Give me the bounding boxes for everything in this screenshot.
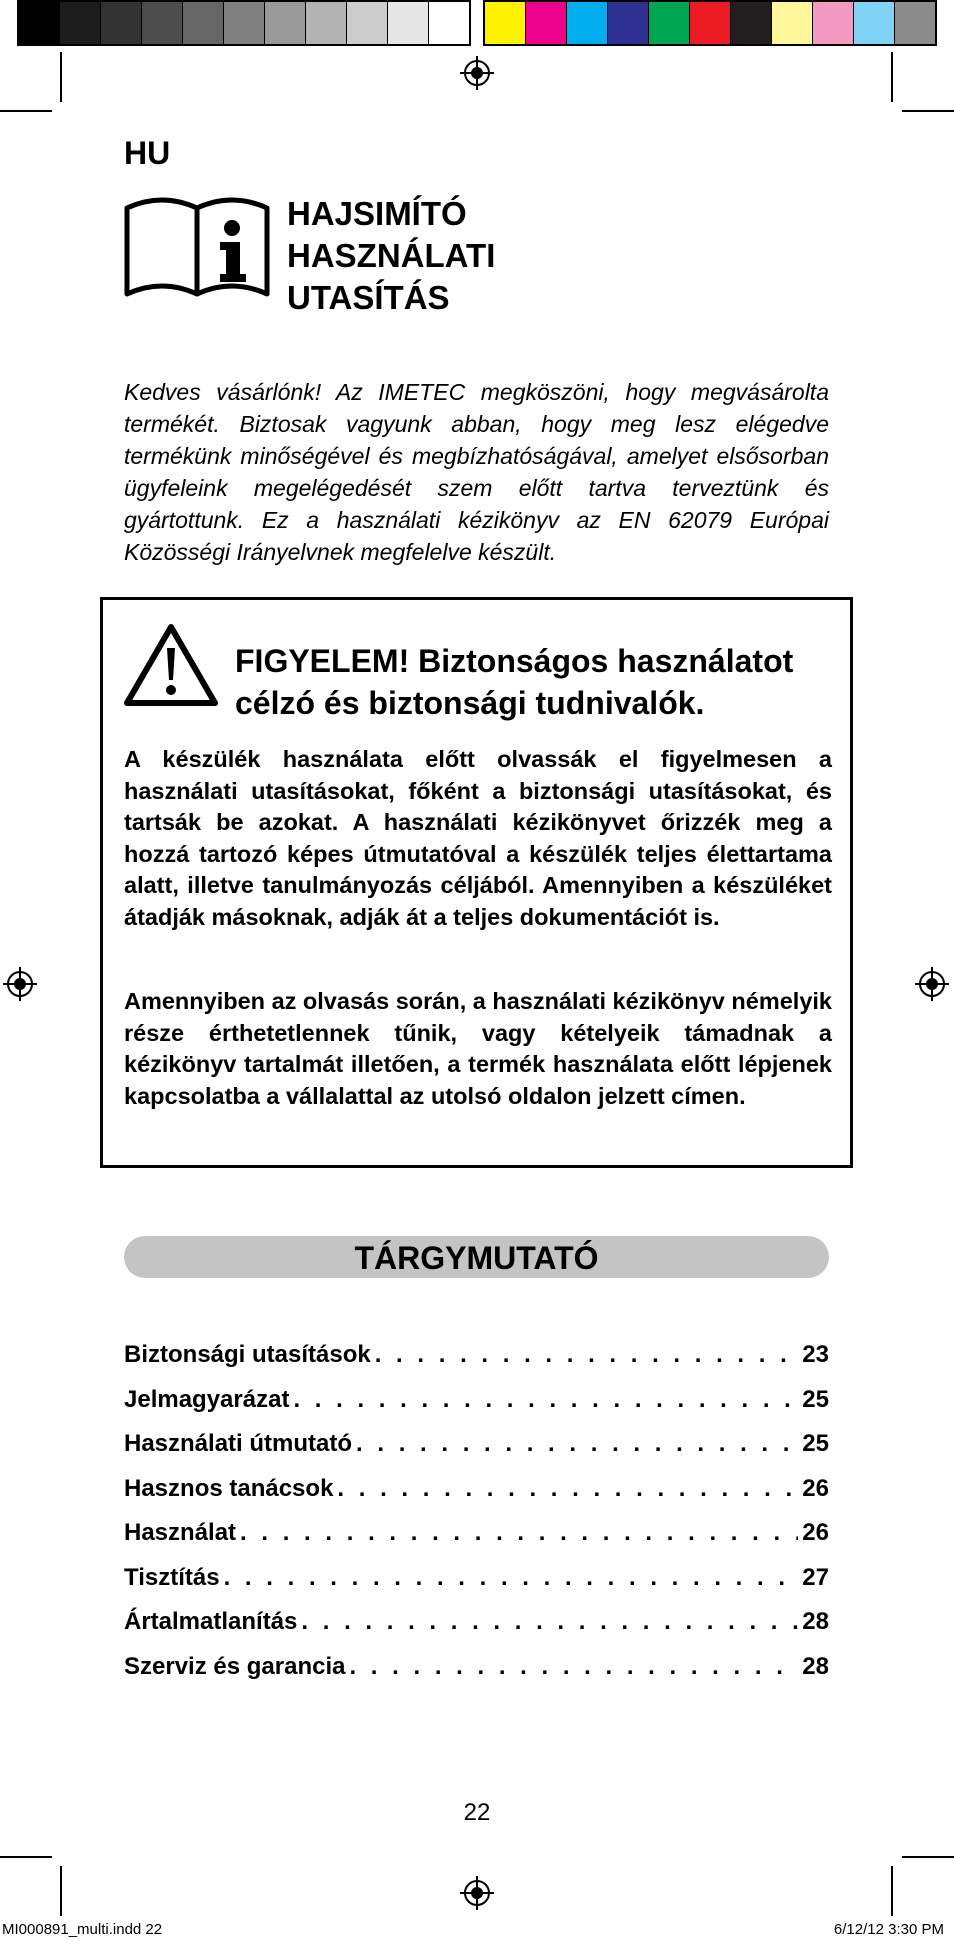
print-slug-filename: MI000891_multi.indd 22 — [2, 1921, 163, 1938]
toc-entry-label: Tisztítás — [124, 1563, 220, 1591]
toc-entry-label: Használati útmutató — [124, 1430, 353, 1457]
color-swatch — [485, 2, 525, 44]
crop-mark — [902, 110, 954, 112]
toc-entry-page: 28 — [802, 1608, 829, 1635]
warning-heading: FIGYELEM! Biztonságos használatot célzó és biztonsági tudnivalók. — [235, 643, 794, 721]
crop-mark — [902, 1856, 954, 1858]
toc-entry-page: 27 — [802, 1563, 829, 1591]
intro-paragraph: Kedves vásárlónk! Az IMETEC megköszöni, hogy megvásárolta termékét. Biztosak vagyunk abban, hogy meg lesz elégedve termékünk minőségével és megbízhatóságával, amelyet elsősorban ügyfeleink megelégedését szem előtt tartva terveztünk és gyártottunk. Ez a használati kézikönyv az EN 62079 Európai Közösségi Irányelvnek megfelelve készült. — [124, 379, 829, 565]
gray-swatch — [305, 2, 346, 44]
warning-triangle-icon — [123, 622, 219, 708]
crop-mark — [0, 110, 52, 112]
toc-entry-page: 25 — [802, 1430, 829, 1457]
gray-swatch — [19, 2, 59, 44]
title-line: HASZNÁLATI — [287, 237, 496, 274]
toc-entry-label: Hasznos tanácsok — [124, 1474, 334, 1502]
toc-leader-dots — [349, 1653, 798, 1681]
gray-swatch — [141, 2, 182, 44]
toc-entry-page: 23 — [802, 1341, 829, 1368]
grayscale-color-bar — [17, 0, 471, 46]
toc-leader-dots — [224, 1564, 799, 1592]
color-swatch — [812, 2, 853, 44]
page-title — [287, 193, 495, 319]
color-swatch — [689, 2, 730, 44]
color-swatch — [730, 2, 771, 44]
page-number: 22 — [463, 1799, 491, 1826]
toc-entry-label: Ártalmatlanítás — [124, 1608, 298, 1635]
table-of-contents — [124, 1341, 829, 1697]
gray-swatch — [182, 2, 223, 44]
gray-swatch — [223, 2, 264, 44]
gray-swatch — [346, 2, 387, 44]
color-swatch — [607, 2, 648, 44]
info-book-icon — [124, 194, 270, 302]
toc-leader-dots — [301, 1608, 798, 1636]
toc-entry[interactable] — [124, 1519, 829, 1564]
gray-swatch — [59, 2, 100, 44]
gray-swatch — [264, 2, 305, 44]
toc-leader-dots — [356, 1430, 798, 1458]
toc-entry-label: Használat — [124, 1519, 237, 1546]
gray-swatch — [100, 2, 141, 44]
toc-entry-label: Biztonsági utasítások — [124, 1341, 371, 1368]
registration-mark-icon — [3, 967, 37, 1001]
warning-box — [100, 597, 853, 1168]
color-calibration-bar — [483, 0, 937, 46]
gray-swatch — [428, 2, 469, 44]
toc-leader-dots — [293, 1386, 798, 1414]
registration-mark-icon — [460, 56, 494, 90]
gray-swatch — [387, 2, 428, 44]
language-code: HU — [124, 135, 171, 171]
color-swatch — [566, 2, 607, 44]
toc-entry-page: 28 — [802, 1652, 829, 1680]
toc-heading: TÁRGYMUTATÓ — [124, 1236, 829, 1278]
warning-paragraph: A készülék használata előtt olvassák el figyelmesen a használati utasításokat, főként a biztonsági utasításokat, és tartsák be azokat. A használati kézikönyvet őrizzék meg a hozzá tartozó képes útmutatóval a készülék teljes élettartama alatt, illetve tanulmányozás céljából. Amennyiben a készüléket átadják másoknak, adják át a teljes dokumentációt is. — [124, 746, 832, 930]
color-swatch — [894, 2, 935, 44]
crop-mark — [60, 1866, 62, 1916]
color-swatch — [648, 2, 689, 44]
crop-mark — [891, 1866, 893, 1916]
toc-entry[interactable] — [124, 1608, 829, 1653]
title-line: UTASÍTÁS — [287, 279, 450, 316]
toc-entry-page: 25 — [802, 1385, 829, 1413]
toc-entry[interactable] — [124, 1564, 829, 1609]
toc-entry[interactable] — [124, 1341, 829, 1386]
toc-leader-dots — [375, 1341, 799, 1369]
crop-mark — [0, 1856, 52, 1858]
toc-entry-page: 26 — [802, 1474, 829, 1502]
toc-entry[interactable] — [124, 1653, 829, 1698]
toc-entry[interactable] — [124, 1386, 829, 1431]
toc-entry[interactable] — [124, 1430, 829, 1475]
toc-entry[interactable] — [124, 1475, 829, 1520]
color-swatch — [525, 2, 566, 44]
toc-entry-label: Szerviz és garancia — [124, 1652, 346, 1680]
toc-entry-label: Jelmagyarázat — [124, 1385, 290, 1413]
color-swatch — [771, 2, 812, 44]
toc-leader-dots — [240, 1519, 798, 1547]
crop-mark — [891, 52, 893, 102]
toc-leader-dots — [337, 1475, 798, 1503]
registration-mark-icon — [915, 967, 949, 1001]
warning-paragraph: Amennyiben az olvasás során, a használati kézikönyv némelyik része érthetetlennek tűnik, vagy kételyeik támadnak a kézikönyv tartalmát illetően, a termék használata előtt lépjenek kapcsolatba a vállalattal az utolsó oldalon jelzett címen. — [124, 988, 832, 1109]
registration-mark-icon — [460, 1876, 494, 1910]
toc-entry-page: 26 — [802, 1519, 829, 1546]
title-line: HAJSIMÍTÓ — [287, 195, 467, 232]
crop-mark — [60, 52, 62, 102]
print-slug-timestamp: 6/12/12 3:30 PM — [833, 1921, 944, 1938]
color-swatch — [853, 2, 894, 44]
